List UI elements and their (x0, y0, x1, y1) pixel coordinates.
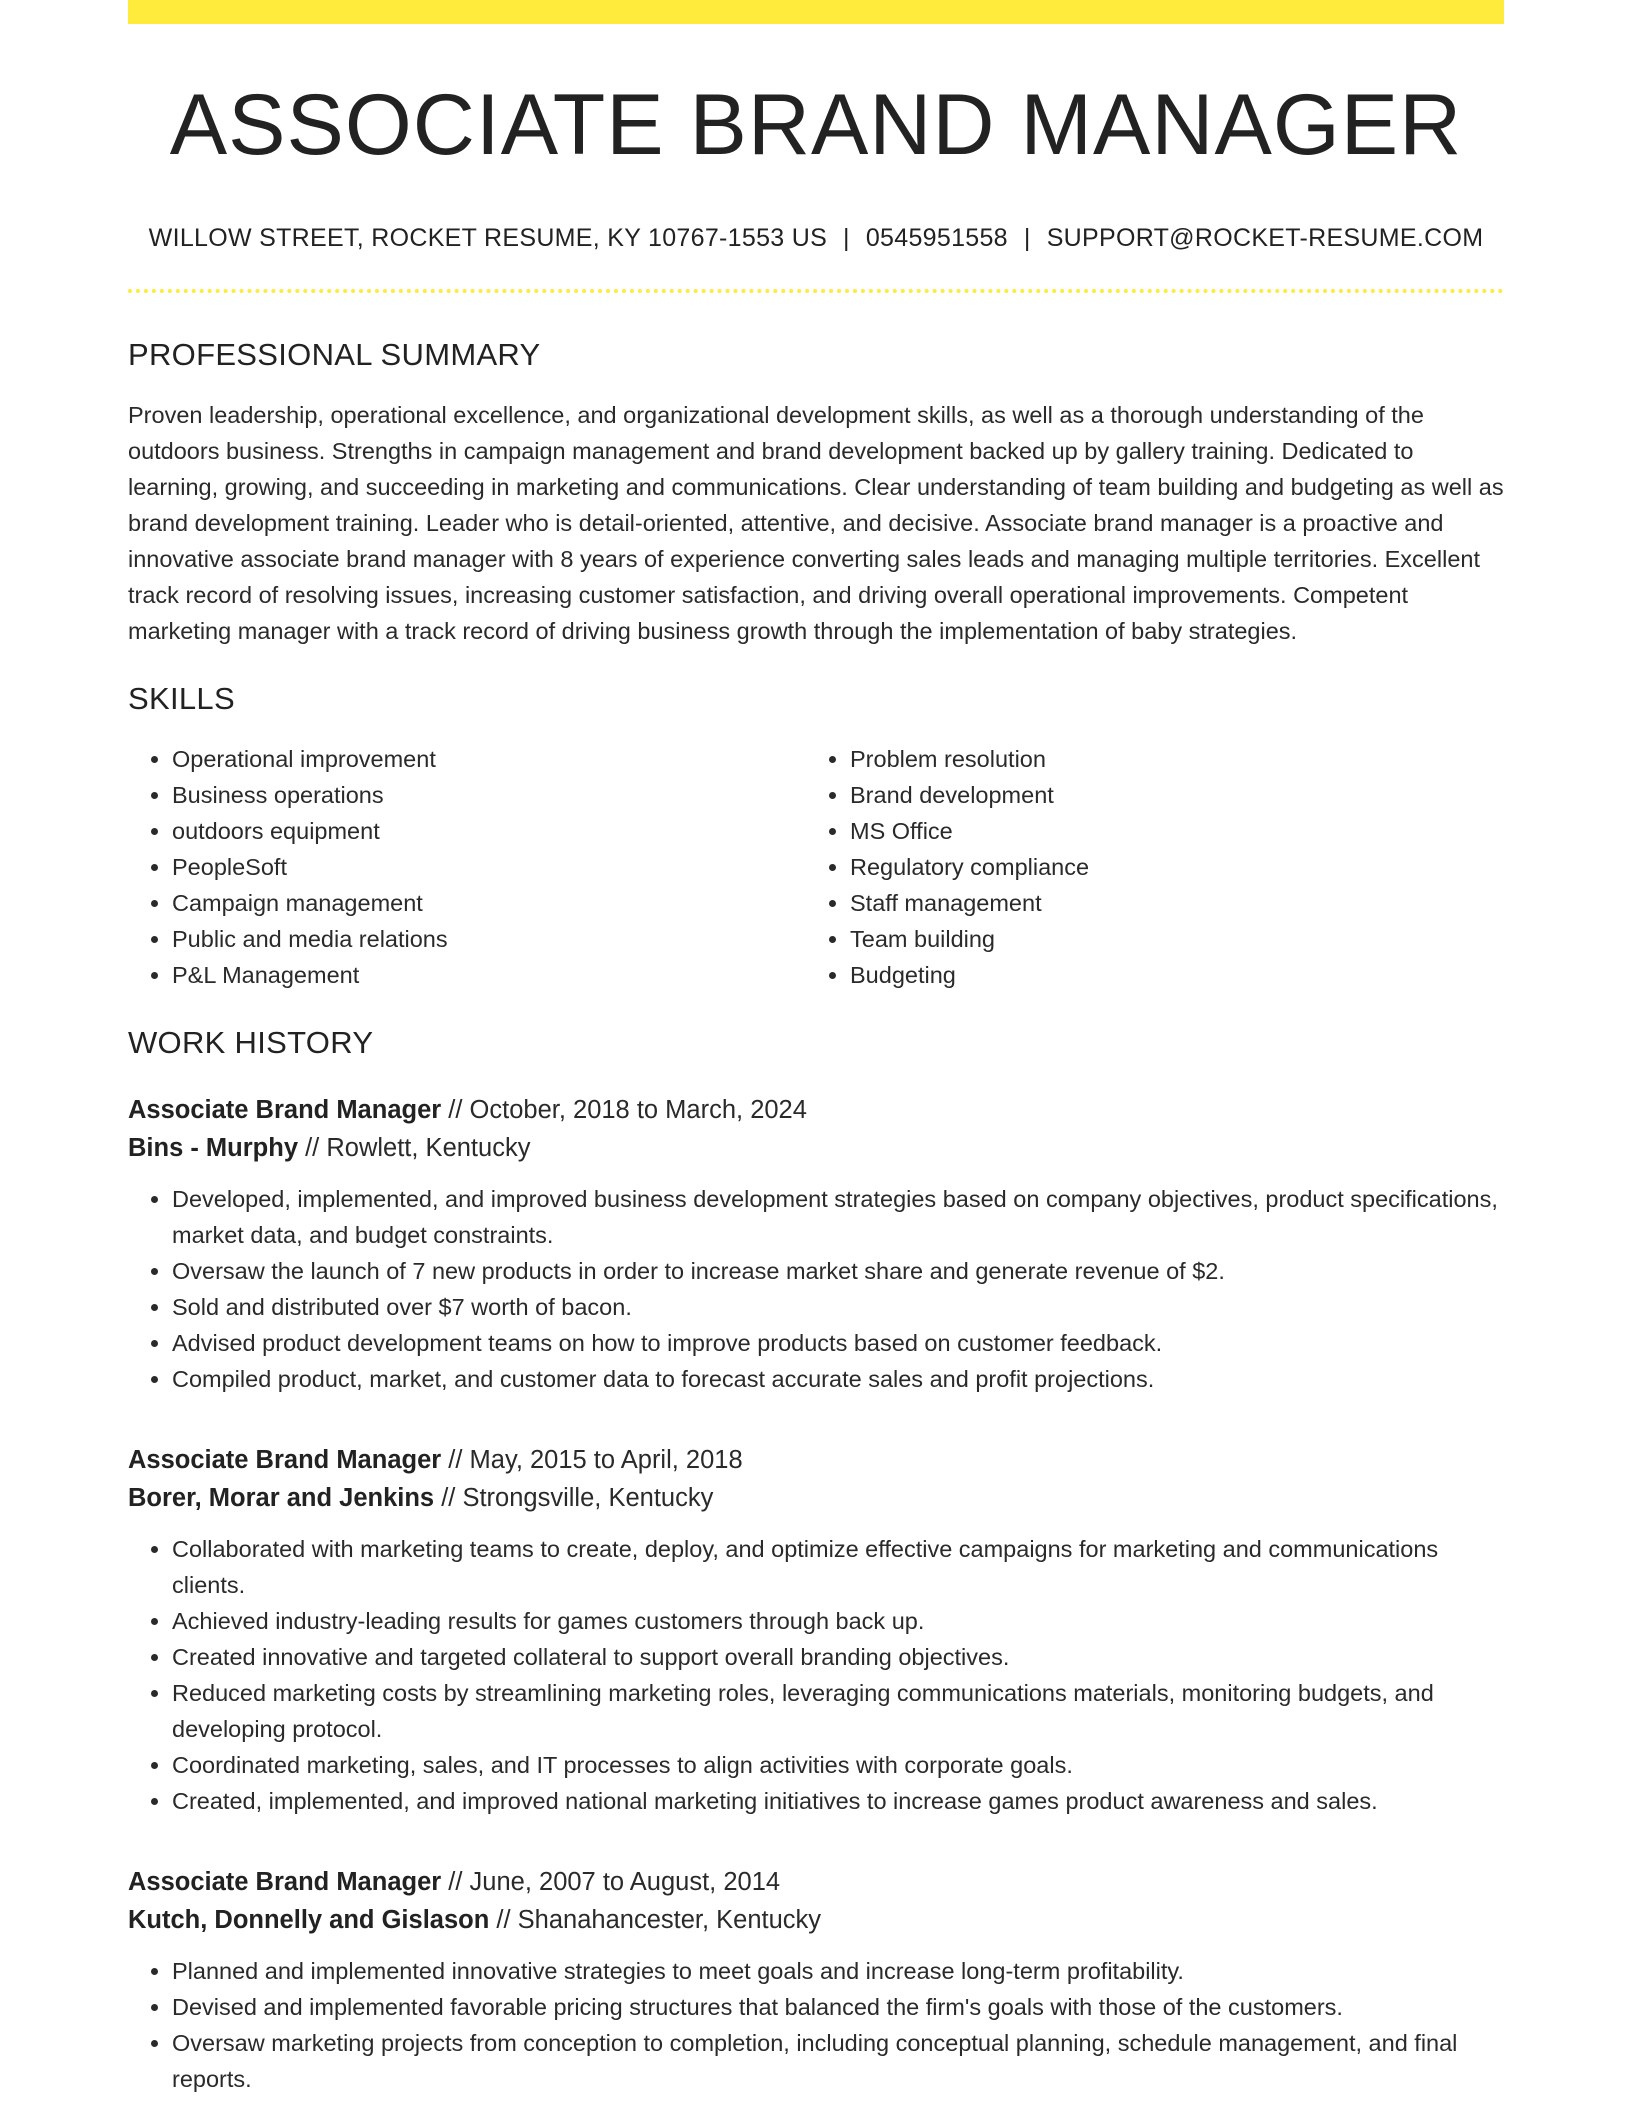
job-role: Associate Brand Manager (128, 1446, 442, 1474)
skills-list (128, 741, 1504, 993)
job-bullet: • Developed, implemented, and improved business development strategies based on company objectives, product specifications, market data, and budget constraints. (172, 1181, 1504, 1253)
job-bullet: • Created innovative and targeted collateral to support overall branding objectives. (172, 1639, 1504, 1675)
job-bullet: • Compiled product, market, and customer data to forecast accurate sales and profit projections. (172, 1361, 1504, 1397)
skill-item: • Problem resolution (850, 741, 1484, 777)
contact-email: SUPPORT@ROCKET-RESUME.COM (1046, 224, 1484, 252)
job-dates: May, 2015 to April, 2018 (469, 1446, 743, 1474)
job-bullet: • Planned and implemented innovative strategies to meet goals and increase long-term profitability. (172, 1953, 1504, 1989)
job-company: Bins - Murphy (128, 1134, 298, 1162)
skill-item: • Campaign management (172, 885, 806, 921)
job-divider: // (448, 1868, 463, 1896)
job-company: Borer, Morar and Jenkins (128, 1484, 435, 1512)
skill-item: • PeopleSoft (172, 849, 806, 885)
job-dates: June, 2007 to August, 2014 (469, 1868, 781, 1896)
skill-item: • outdoors equipment (172, 813, 806, 849)
job-role: Associate Brand Manager (128, 1868, 442, 1896)
job-role-line (128, 1441, 1504, 1479)
summary-heading: PROFESSIONAL SUMMARY (128, 337, 541, 372)
job-location: Shanahancester, Kentucky (517, 1906, 822, 1934)
resume-name-title: ASSOCIATE BRAND MANAGER (169, 77, 1463, 173)
job-bullet: • Coordinated marketing, sales, and IT processes to align activities with corporate goals. (172, 1747, 1504, 1783)
job-bullet: • Devised and implemented favorable pricing structures that balanced the firm's goals with those of the customers. (172, 1989, 1504, 2025)
skill-item: • Business operations (172, 777, 806, 813)
skill-item: • P&L Management (172, 957, 806, 993)
job-location: Rowlett, Kentucky (326, 1134, 531, 1162)
job-entry (128, 1441, 1504, 1819)
contact-address: WILLOW STREET, ROCKET RESUME, KY 10767-1553 US (148, 224, 828, 252)
job-bullet: • Created, implemented, and improved national marketing initiatives to increase games product awareness and sales. (172, 1783, 1504, 1819)
job-bullet: • Oversaw the launch of 7 new products in order to increase market share and generate revenue of $2. (172, 1253, 1504, 1289)
job-entry (128, 1863, 1504, 2097)
job-role: Associate Brand Manager (128, 1096, 442, 1124)
summary-text: Proven leadership, operational excellence, and organizational development skills, as well as a thorough understanding of the outdoors business. Strengths in campaign management and brand development backed up by gallery training. Dedicated to learning, growing, and succeeding in marketing and communications. Clear understanding of team building and budgeting as well as brand development training. Leader who is detail-oriented, attentive, and decisive. Associate brand manager is a proactive and innovative associate brand manager with 8 years of experience converting sales leads and managing multiple territories. Excellent track record of resolving issues, increasing customer satisfaction, and driving overall operational improvements. Competent marketing manager with a track record of driving business growth through the implementation of baby strategies. (128, 402, 1504, 644)
job-company-line (128, 1129, 1504, 1167)
job-bullet: • Reduced marketing costs by streamlining marketing roles, leveraging communications materials, monitoring budgets, and developing protocol. (172, 1675, 1504, 1747)
skill-item: • Team building (850, 921, 1484, 957)
skill-item: • Brand development (850, 777, 1484, 813)
job-bullet: • Oversaw marketing projects from conception to completion, including conceptual planning, schedule management, and final reports. (172, 2025, 1504, 2097)
job-divider: // (448, 1096, 463, 1124)
job-role-line (128, 1091, 1504, 1129)
job-company-line (128, 1901, 1504, 1939)
job-dates: October, 2018 to March, 2024 (469, 1096, 807, 1124)
contact-phone: 0545951558 (865, 224, 1008, 252)
skill-item: • MS Office (850, 813, 1484, 849)
skills-column-right (806, 741, 1484, 993)
resume-page (128, 0, 1504, 2097)
skills-heading: SKILLS (128, 681, 235, 716)
job-bullets (128, 1953, 1504, 2097)
job-bullet: • Sold and distributed over $7 worth of bacon. (172, 1289, 1504, 1325)
work-history-heading: WORK HISTORY (128, 1025, 374, 1060)
skill-item: • Public and media relations (172, 921, 806, 957)
job-bullet: • Advised product development teams on how to improve products based on customer feedback. (172, 1325, 1504, 1361)
skill-item: • Regulatory compliance (850, 849, 1484, 885)
job-divider: // (496, 1906, 511, 1934)
job-company: Kutch, Donnelly and Gislason (128, 1906, 490, 1934)
skill-item: • Operational improvement (172, 741, 806, 777)
job-divider: // (305, 1134, 320, 1162)
contact-separator: | (843, 224, 850, 252)
skills-column-left (128, 741, 806, 993)
job-entry (128, 1091, 1504, 1397)
skill-item: • Staff management (850, 885, 1484, 921)
job-bullet: • Achieved industry-leading results for games customers through back up. (172, 1603, 1504, 1639)
dotted-divider (128, 289, 1504, 293)
job-bullets (128, 1531, 1504, 1819)
contact-line (128, 224, 1504, 253)
job-divider: // (448, 1446, 463, 1474)
skill-item: • Budgeting (850, 957, 1484, 993)
job-company-line (128, 1479, 1504, 1517)
contact-separator: | (1023, 224, 1031, 252)
job-location: Strongsville, Kentucky (462, 1484, 714, 1512)
job-bullets (128, 1181, 1504, 1397)
job-divider: // (441, 1484, 456, 1512)
job-bullet: • Collaborated with marketing teams to create, deploy, and optimize effective campaigns for marketing and communications clients. (172, 1531, 1504, 1603)
job-role-line (128, 1863, 1504, 1901)
accent-top-bar (128, 0, 1504, 24)
